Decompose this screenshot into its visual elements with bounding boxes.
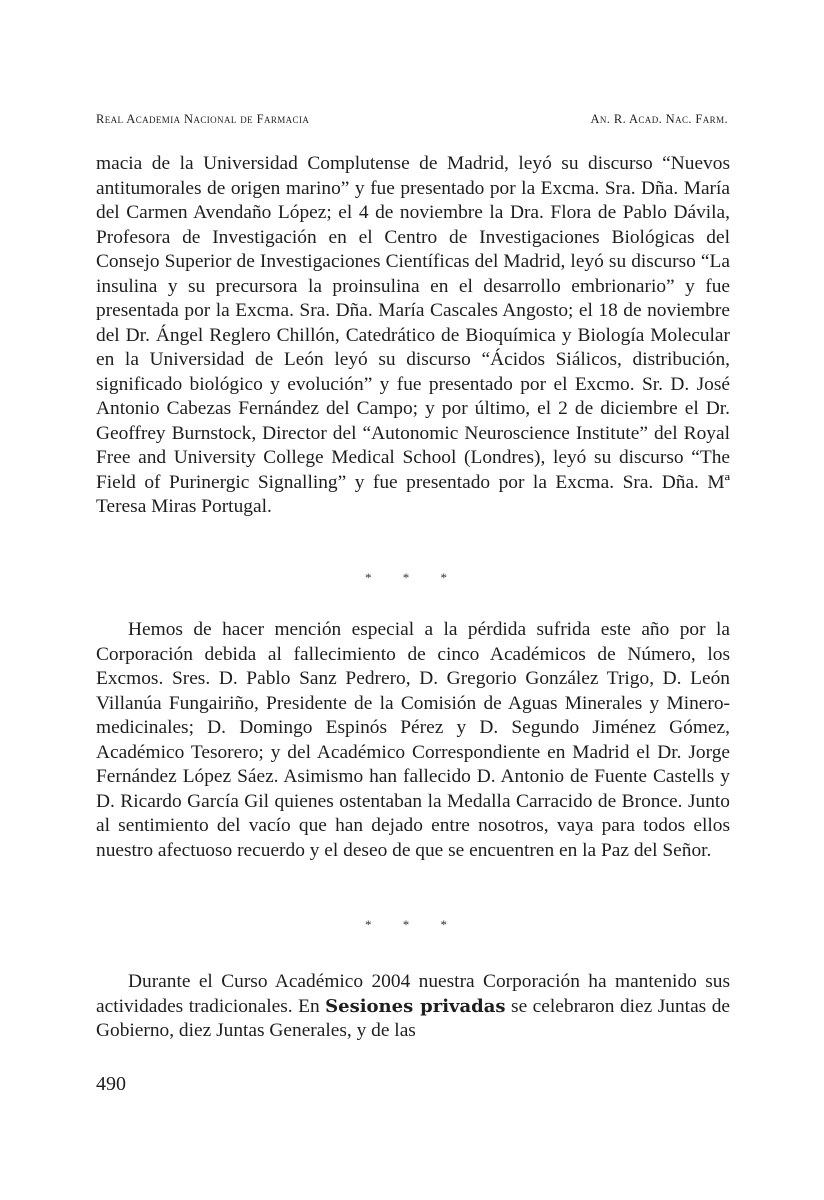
paragraph-activities xyxy=(96,970,730,1044)
running-header xyxy=(96,112,728,132)
paragraph-text: Hemos de hacer mención especial a la pérdida sufrida este año por la Corporación debida al fallecimiento de cinco Académicos de Número, los Excmos. Sres. D. Pablo Sanz Pedrero, D. Gregorio González Trigo, D. León Villanúa Fungairiño, Presidente de la Comisión de Aguas Minerales y Minero-medicinales; D. Domingo Espinós Pérez y D. Segundo Jiménez Gómez, Académico Tesorero; y del Académico Correspondiente en Madrid el Dr. Jorge Fernández López Sáez. Asimismo han fallecido D. Antonio de Fuente Castells y D. Ricardo García Gil quienes ostentaban la Medalla Carracido de Bronce. Junto al sentimiento del vacío que han dejado entre nosotros, vaya para todos ellos nuestro afectuoso recuerdo y el deseo de que se encuentren en la Paz del Señor. xyxy=(96,619,730,861)
paragraph-text-end: se celebraron diez Juntas de Gobierno, diez Juntas Generales, y de las xyxy=(96,995,731,1041)
section-separator: * * * xyxy=(365,570,461,585)
paragraph-text xyxy=(96,970,730,1044)
bold-term: Sesiones privadas xyxy=(325,995,506,1017)
paragraph-obituary xyxy=(96,618,730,863)
paragraph-text-start: Durante el Curso Académico 2004 nuestra Corporación ha mantenido sus actividades tradicionales. En xyxy=(96,971,730,1017)
header-journal-name: Real Academia Nacional de Farmacia xyxy=(96,112,310,126)
header-journal-abbrev: An. R. Acad. Nac. Farm. xyxy=(590,112,728,126)
section-separator: * * * xyxy=(365,917,461,932)
paragraph-text: macia de la Universidad Complutense de Madrid, leyó su discurso “Nuevos antitumorales de origen marino” y fue presentado por la Excma. Sra. Dña. María del Carmen Avendaño López; el 4 de noviembre la Dra. Flora de Pablo Dávila, Profesora de Investigación en el Centro de Investigaciones Biológicas del Consejo Superior de Investigaciones Científicas del Madrid, leyó su discurso “La insulina y su precursora la proinsulina en el desarrollo embrionario” y fue presentada por la Excma. Sra. Dña. María Cascales Angosto; el 18 de noviembre del Dr. Ángel Reglero Chillón, Catedrático de Bioquímica y Biología Molecular en la Universidad de León leyó su discurso “Ácidos Siálicos, distribución, significado biológico y evolución” y fue presentado por el Excmo. Sr. D. José Antonio Cabezas Fernández del Campo; y por último, el 2 de diciembre el Dr. Geoffrey Burnstock, Director del “Autonomic Neuroscience Institute” del Royal Free and University College Medical School (Londres), leyó su discurso “The Field of Purinergic Signalling” y fue presentado por la Excma. Sra. Dña. Mª Teresa Miras Portugal. xyxy=(96,153,730,517)
paragraph-continued xyxy=(96,152,730,520)
page-number: 490 xyxy=(96,1073,126,1095)
